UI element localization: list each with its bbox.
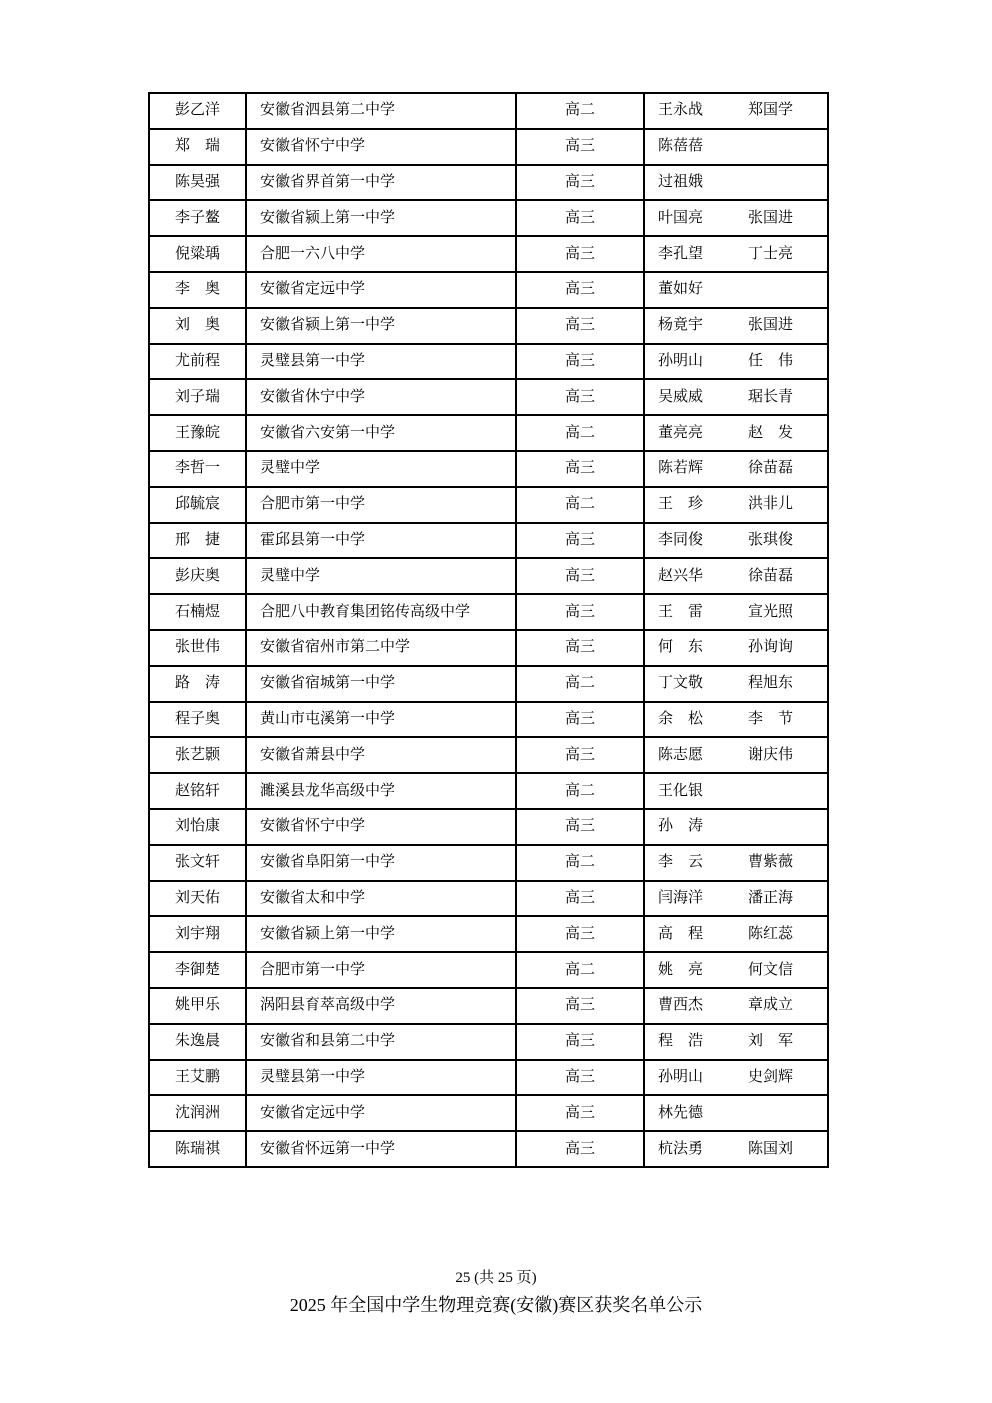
teacher-first: 李孔望 bbox=[658, 245, 704, 262]
grade-cell: 高三 bbox=[516, 200, 644, 236]
school-cell: 合肥八中教育集团铭传高级中学 bbox=[246, 594, 516, 630]
school-cell: 黄山市屯溪第一中学 bbox=[246, 702, 516, 738]
school-cell: 灵璧县第一中学 bbox=[246, 1060, 516, 1096]
teachers-cell bbox=[644, 344, 828, 380]
teacher-first: 过祖娥 bbox=[658, 173, 704, 190]
document-title: 2025 年全国中学生物理竞赛(安徽)赛区获奖名单公示 bbox=[289, 1295, 703, 1315]
teacher-first: 杨竟宇 bbox=[658, 317, 704, 334]
teacher-second: 陈红蕊 bbox=[748, 925, 794, 942]
teachers-cell bbox=[644, 952, 828, 988]
school-cell: 安徽省阜阳第一中学 bbox=[246, 845, 516, 881]
student-name-cell: 王艾鹏 bbox=[149, 1060, 246, 1096]
teachers-cell bbox=[644, 415, 828, 451]
teacher-second: 丁士亮 bbox=[748, 245, 794, 262]
teachers-cell bbox=[644, 809, 828, 845]
teachers-cell bbox=[644, 1024, 828, 1060]
student-name-cell: 赵铭轩 bbox=[149, 773, 246, 809]
table-row bbox=[149, 809, 828, 845]
student-name-cell: 刘子瑞 bbox=[149, 379, 246, 415]
school-cell: 安徽省六安第一中学 bbox=[246, 415, 516, 451]
grade-cell: 高三 bbox=[516, 272, 644, 308]
teacher-second: 张国进 bbox=[748, 317, 794, 334]
table-row bbox=[149, 523, 828, 559]
teachers-cell bbox=[644, 881, 828, 917]
teachers-cell bbox=[644, 451, 828, 487]
table-row bbox=[149, 308, 828, 344]
school-cell: 安徽省和县第二中学 bbox=[246, 1024, 516, 1060]
school-cell: 霍邱县第一中学 bbox=[246, 523, 516, 559]
grade-cell: 高三 bbox=[516, 1095, 644, 1131]
student-name-cell: 李 奥 bbox=[149, 272, 246, 308]
table-row bbox=[149, 200, 828, 236]
table-row bbox=[149, 272, 828, 308]
grade-cell: 高三 bbox=[516, 558, 644, 594]
teachers-cell bbox=[644, 200, 828, 236]
award-winner-table bbox=[148, 92, 829, 1168]
teachers-cell bbox=[644, 630, 828, 666]
table-row bbox=[149, 558, 828, 594]
grade-cell: 高二 bbox=[516, 415, 644, 451]
school-cell: 濉溪县龙华高级中学 bbox=[246, 773, 516, 809]
student-name-cell: 尤前程 bbox=[149, 344, 246, 380]
school-cell: 涡阳县育萃高级中学 bbox=[246, 988, 516, 1024]
teachers-cell bbox=[644, 594, 828, 630]
table-row bbox=[149, 236, 828, 272]
teacher-first: 董如好 bbox=[658, 281, 704, 298]
teacher-second: 徐苗磊 bbox=[748, 460, 794, 477]
grade-cell: 高三 bbox=[516, 988, 644, 1024]
table-row bbox=[149, 415, 828, 451]
teachers-cell bbox=[644, 165, 828, 201]
teachers-cell bbox=[644, 916, 828, 952]
student-name-cell: 李御楚 bbox=[149, 952, 246, 988]
grade-cell: 高三 bbox=[516, 702, 644, 738]
teacher-first: 陈蓓蓓 bbox=[658, 138, 704, 155]
teacher-first: 丁文敬 bbox=[658, 675, 704, 692]
student-name-cell: 张文轩 bbox=[149, 845, 246, 881]
teacher-first: 王 雷 bbox=[658, 603, 704, 620]
school-cell: 安徽省萧县中学 bbox=[246, 737, 516, 773]
student-name-cell: 刘天佑 bbox=[149, 881, 246, 917]
school-cell: 合肥市第一中学 bbox=[246, 487, 516, 523]
teacher-first: 程 浩 bbox=[658, 1033, 704, 1050]
grade-cell: 高三 bbox=[516, 737, 644, 773]
student-name-cell: 倪粱瑀 bbox=[149, 236, 246, 272]
school-cell: 安徽省定远中学 bbox=[246, 272, 516, 308]
grade-cell: 高三 bbox=[516, 451, 644, 487]
table-row bbox=[149, 379, 828, 415]
teachers-cell bbox=[644, 487, 828, 523]
award-winner-table-body bbox=[149, 93, 828, 1167]
teacher-first: 何 东 bbox=[658, 639, 704, 656]
teacher-first: 余 松 bbox=[658, 710, 704, 727]
page-footer bbox=[0, 1266, 992, 1317]
grade-cell: 高二 bbox=[516, 487, 644, 523]
student-name-cell: 路 涛 bbox=[149, 666, 246, 702]
grade-cell: 高三 bbox=[516, 916, 644, 952]
school-cell: 灵璧中学 bbox=[246, 558, 516, 594]
table-row bbox=[149, 702, 828, 738]
school-cell: 安徽省界首第一中学 bbox=[246, 165, 516, 201]
teacher-second: 曹紫薇 bbox=[748, 854, 794, 871]
school-cell: 安徽省颍上第一中学 bbox=[246, 200, 516, 236]
school-cell: 安徽省怀宁中学 bbox=[246, 809, 516, 845]
teacher-first: 杭法勇 bbox=[658, 1140, 704, 1157]
school-cell: 合肥一六八中学 bbox=[246, 236, 516, 272]
teacher-first: 王化银 bbox=[658, 782, 704, 799]
teachers-cell bbox=[644, 129, 828, 165]
grade-cell: 高三 bbox=[516, 379, 644, 415]
school-cell: 安徽省定远中学 bbox=[246, 1095, 516, 1131]
table-row bbox=[149, 1131, 828, 1167]
school-cell: 安徽省颍上第一中学 bbox=[246, 916, 516, 952]
table-row bbox=[149, 952, 828, 988]
student-name-cell: 张世伟 bbox=[149, 630, 246, 666]
student-name-cell: 姚甲乐 bbox=[149, 988, 246, 1024]
grade-cell: 高三 bbox=[516, 809, 644, 845]
page-number: 25 (共 25 页) bbox=[455, 1270, 537, 1286]
student-name-cell: 陈瑞祺 bbox=[149, 1131, 246, 1167]
teacher-first: 王永战 bbox=[658, 102, 704, 119]
teacher-first: 曹西杰 bbox=[658, 997, 704, 1014]
student-name-cell: 邢 捷 bbox=[149, 523, 246, 559]
grade-cell: 高二 bbox=[516, 845, 644, 881]
grade-cell: 高三 bbox=[516, 236, 644, 272]
school-cell: 安徽省宿城第一中学 bbox=[246, 666, 516, 702]
grade-cell: 高三 bbox=[516, 1060, 644, 1096]
school-cell: 安徽省太和中学 bbox=[246, 881, 516, 917]
grade-cell: 高三 bbox=[516, 165, 644, 201]
teacher-first: 孙 涛 bbox=[658, 818, 704, 835]
teachers-cell bbox=[644, 558, 828, 594]
grade-cell: 高三 bbox=[516, 594, 644, 630]
student-name-cell: 刘宇翔 bbox=[149, 916, 246, 952]
grade-cell: 高二 bbox=[516, 93, 644, 129]
school-cell: 合肥市第一中学 bbox=[246, 952, 516, 988]
teacher-second: 孙询询 bbox=[748, 639, 794, 656]
student-name-cell: 沈润洲 bbox=[149, 1095, 246, 1131]
teacher-first: 赵兴华 bbox=[658, 567, 704, 584]
teacher-second: 赵 发 bbox=[748, 424, 794, 441]
teachers-cell bbox=[644, 1095, 828, 1131]
school-cell: 安徽省怀远第一中学 bbox=[246, 1131, 516, 1167]
teacher-second: 史剑辉 bbox=[748, 1068, 794, 1085]
teacher-second: 刘 军 bbox=[748, 1033, 794, 1050]
teacher-first: 王 珍 bbox=[658, 496, 704, 513]
grade-cell: 高三 bbox=[516, 881, 644, 917]
teachers-cell bbox=[644, 236, 828, 272]
teacher-second: 徐苗磊 bbox=[748, 567, 794, 584]
student-name-cell: 郑 瑞 bbox=[149, 129, 246, 165]
school-cell: 安徽省泗县第二中学 bbox=[246, 93, 516, 129]
teacher-first: 董亮亮 bbox=[658, 424, 704, 441]
grade-cell: 高三 bbox=[516, 1131, 644, 1167]
student-name-cell: 彭庆奥 bbox=[149, 558, 246, 594]
table-row bbox=[149, 916, 828, 952]
student-name-cell: 朱逸晨 bbox=[149, 1024, 246, 1060]
student-name-cell: 刘 奥 bbox=[149, 308, 246, 344]
grade-cell: 高二 bbox=[516, 666, 644, 702]
grade-cell: 高二 bbox=[516, 952, 644, 988]
school-cell: 灵璧县第一中学 bbox=[246, 344, 516, 380]
grade-cell: 高三 bbox=[516, 1024, 644, 1060]
teacher-first: 闫海洋 bbox=[658, 889, 704, 906]
table-row bbox=[149, 988, 828, 1024]
teacher-first: 陈志愿 bbox=[658, 746, 704, 763]
teacher-second: 陈国刘 bbox=[748, 1140, 794, 1157]
teacher-second: 任 伟 bbox=[748, 352, 794, 369]
teacher-first: 姚 亮 bbox=[658, 961, 704, 978]
table-row bbox=[149, 1024, 828, 1060]
table-row bbox=[149, 881, 828, 917]
student-name-cell: 彭乙洋 bbox=[149, 93, 246, 129]
student-name-cell: 王豫皖 bbox=[149, 415, 246, 451]
student-name-cell: 程子奥 bbox=[149, 702, 246, 738]
table-row bbox=[149, 773, 828, 809]
teacher-first: 叶国亮 bbox=[658, 209, 704, 226]
student-name-cell: 陈昊强 bbox=[149, 165, 246, 201]
teacher-second: 程旭东 bbox=[748, 675, 794, 692]
teacher-first: 孙明山 bbox=[658, 1068, 704, 1085]
school-cell: 安徽省颍上第一中学 bbox=[246, 308, 516, 344]
table-row bbox=[149, 594, 828, 630]
teachers-cell bbox=[644, 666, 828, 702]
student-name-cell: 石楠煜 bbox=[149, 594, 246, 630]
teacher-second: 张琪俊 bbox=[748, 531, 794, 548]
teachers-cell bbox=[644, 523, 828, 559]
teacher-first: 李 云 bbox=[658, 854, 704, 871]
student-name-cell: 邱毓宸 bbox=[149, 487, 246, 523]
table-row bbox=[149, 666, 828, 702]
table-row bbox=[149, 165, 828, 201]
school-cell: 安徽省休宁中学 bbox=[246, 379, 516, 415]
teachers-cell bbox=[644, 93, 828, 129]
grade-cell: 高二 bbox=[516, 773, 644, 809]
student-name-cell: 李哲一 bbox=[149, 451, 246, 487]
student-name-cell: 李子鳌 bbox=[149, 200, 246, 236]
teachers-cell bbox=[644, 272, 828, 308]
teacher-second: 潘正海 bbox=[748, 889, 794, 906]
table-row bbox=[149, 630, 828, 666]
teachers-cell bbox=[644, 308, 828, 344]
table-row bbox=[149, 451, 828, 487]
table-row bbox=[149, 93, 828, 129]
teachers-cell bbox=[644, 379, 828, 415]
teachers-cell bbox=[644, 773, 828, 809]
teachers-cell bbox=[644, 702, 828, 738]
grade-cell: 高三 bbox=[516, 630, 644, 666]
teachers-cell bbox=[644, 845, 828, 881]
school-cell: 灵璧中学 bbox=[246, 451, 516, 487]
teacher-second: 张国进 bbox=[748, 209, 794, 226]
teacher-second: 洪非儿 bbox=[748, 496, 794, 513]
teacher-first: 林先德 bbox=[658, 1104, 704, 1121]
teacher-second: 郑国学 bbox=[748, 102, 794, 119]
teacher-second: 宣光照 bbox=[748, 603, 794, 620]
teachers-cell bbox=[644, 737, 828, 773]
teachers-cell bbox=[644, 988, 828, 1024]
teacher-second: 谢庆伟 bbox=[748, 746, 794, 763]
table-row bbox=[149, 1095, 828, 1131]
teacher-second: 章成立 bbox=[748, 997, 794, 1014]
teacher-first: 陈若辉 bbox=[658, 460, 704, 477]
teacher-second: 何文信 bbox=[748, 961, 794, 978]
table-row bbox=[149, 487, 828, 523]
teacher-first: 李同俊 bbox=[658, 531, 704, 548]
teacher-second: 琚长青 bbox=[748, 388, 794, 405]
table-row bbox=[149, 737, 828, 773]
grade-cell: 高三 bbox=[516, 129, 644, 165]
school-cell: 安徽省怀宁中学 bbox=[246, 129, 516, 165]
teachers-cell bbox=[644, 1060, 828, 1096]
table-row bbox=[149, 129, 828, 165]
teacher-first: 高 程 bbox=[658, 925, 704, 942]
student-name-cell: 张艺颢 bbox=[149, 737, 246, 773]
table-row bbox=[149, 344, 828, 380]
grade-cell: 高三 bbox=[516, 308, 644, 344]
teachers-cell bbox=[644, 1131, 828, 1167]
school-cell: 安徽省宿州市第二中学 bbox=[246, 630, 516, 666]
grade-cell: 高三 bbox=[516, 344, 644, 380]
student-name-cell: 刘怡康 bbox=[149, 809, 246, 845]
teacher-first: 孙明山 bbox=[658, 352, 704, 369]
table-row bbox=[149, 1060, 828, 1096]
teacher-first: 吴威威 bbox=[658, 388, 704, 405]
grade-cell: 高三 bbox=[516, 523, 644, 559]
table-row bbox=[149, 845, 828, 881]
teacher-second: 李 节 bbox=[748, 710, 794, 727]
